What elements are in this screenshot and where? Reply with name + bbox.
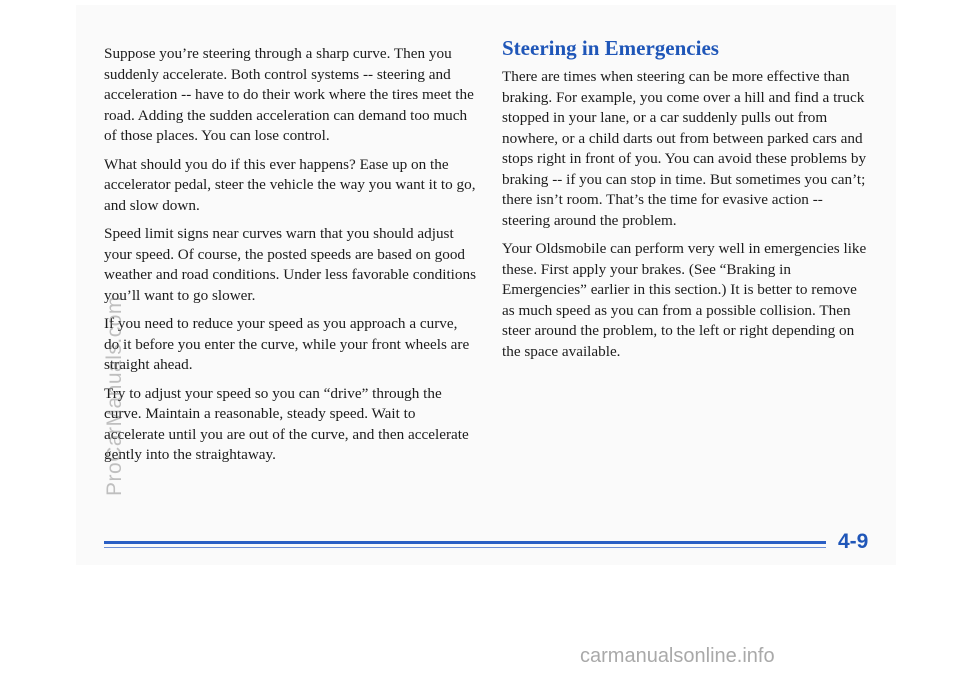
section-heading: Steering in Emergencies [502, 36, 719, 60]
right-column [502, 36, 872, 370]
left-paragraph-4: If you need to reduce your speed as you approach a curve, do it before you enter the curve, while your front wheels are straight ahead. [104, 315, 470, 373]
left-column [104, 44, 476, 474]
bottom-watermark: carmanualsonline.info [580, 645, 775, 667]
footer-rule-thin [104, 547, 826, 548]
left-paragraph-3: Speed limit signs near curves warn that you should adjust your speed. Of course, the posted speeds are based on good weather and road conditions. Under less favorable conditions you’ll want to go slower. [104, 225, 476, 304]
left-paragraph-2: What should you do if this ever happens? Ease up on the accelerator pedal, steer the vehicle the way you want it to go, and slow down. [104, 155, 476, 214]
right-paragraph-1: There are times when steering can be more effective than braking. For example, you come over a hill and find a truck stopped in your lane, or a car suddenly pulls out from nowhere, or a child darts out from between parked cars and stops right in front of you. You can avoid these problems by braking -- if you can stop in time. But sometimes you can’t; there isn’t room. That’s the time for evasive action -- steering around the problem. [502, 68, 867, 229]
page-number: 4-9 [838, 530, 869, 553]
left-paragraph-1: Suppose you’re steering through a sharp curve. Then you suddenly accelerate. Both control systems -- steering and acceleration -- have to do their work where the tires meet the road. Adding the sudden acceleration can demand too much of those places. You can lose control. [104, 45, 474, 144]
right-paragraph-2: Your Oldsmobile can perform very well in emergencies like these. First apply your brakes. (See “Braking in Emergencies” earlier in this section.) It is better to remove as much speed as you can from a possible collision. Then steer around the problem, to the left or right depending on the space available. [502, 240, 867, 360]
footer-rule-thick [104, 541, 826, 544]
left-paragraph-5: Try to adjust your speed so you can “drive” through the curve. Maintain a reasonable, steady speed. Wait to accelerate until you are out of the curve, and then accelerate gently into the straightaway. [104, 384, 469, 463]
side-watermark: ProCarManuals.com [103, 296, 126, 496]
